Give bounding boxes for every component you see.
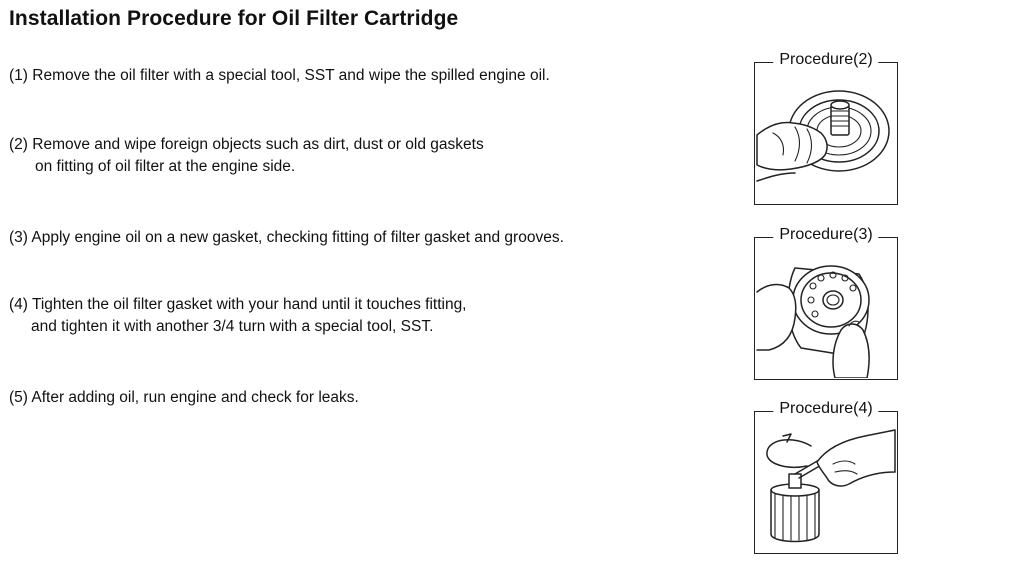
step-2-continuation: on fitting of oil filter at the engine side. <box>35 158 296 175</box>
step-2 <box>9 134 484 178</box>
step-4-text: (4) Tighten the oil filter gasket with your hand until it touches fitting, <box>9 296 467 313</box>
figure-procedure-2 <box>754 51 898 205</box>
step-1-text: (1) Remove the oil filter with a special tool, SST and wipe the spilled engine oil. <box>9 67 550 84</box>
oil-gasket-illustration-icon <box>755 238 896 378</box>
figure-procedure-4 <box>754 400 898 554</box>
step-1 <box>9 65 550 87</box>
step-5 <box>9 387 359 409</box>
step-5-text: (5) After adding oil, run engine and check for leaks. <box>9 389 359 406</box>
step-3-text: (3) Apply engine oil on a new gasket, checking fitting of filter gasket and grooves. <box>9 229 564 246</box>
figure-procedure-3 <box>754 226 898 380</box>
step-4 <box>9 294 467 338</box>
figure-label-procedure-4: Procedure(4) <box>773 400 878 418</box>
step-3 <box>9 227 564 249</box>
wipe-fitting-illustration-icon <box>755 63 896 203</box>
figure-label-procedure-3: Procedure(3) <box>773 226 878 244</box>
tighten-filter-illustration-icon <box>755 412 896 552</box>
step-2-text: (2) Remove and wipe foreign objects such as dirt, dust or old gaskets <box>9 136 484 153</box>
figure-label-procedure-2: Procedure(2) <box>773 51 878 69</box>
page-title: Installation Procedure for Oil Filter Cartridge <box>9 7 459 30</box>
step-4-continuation: and tighten it with another 3/4 turn with a special tool, SST. <box>31 318 434 335</box>
